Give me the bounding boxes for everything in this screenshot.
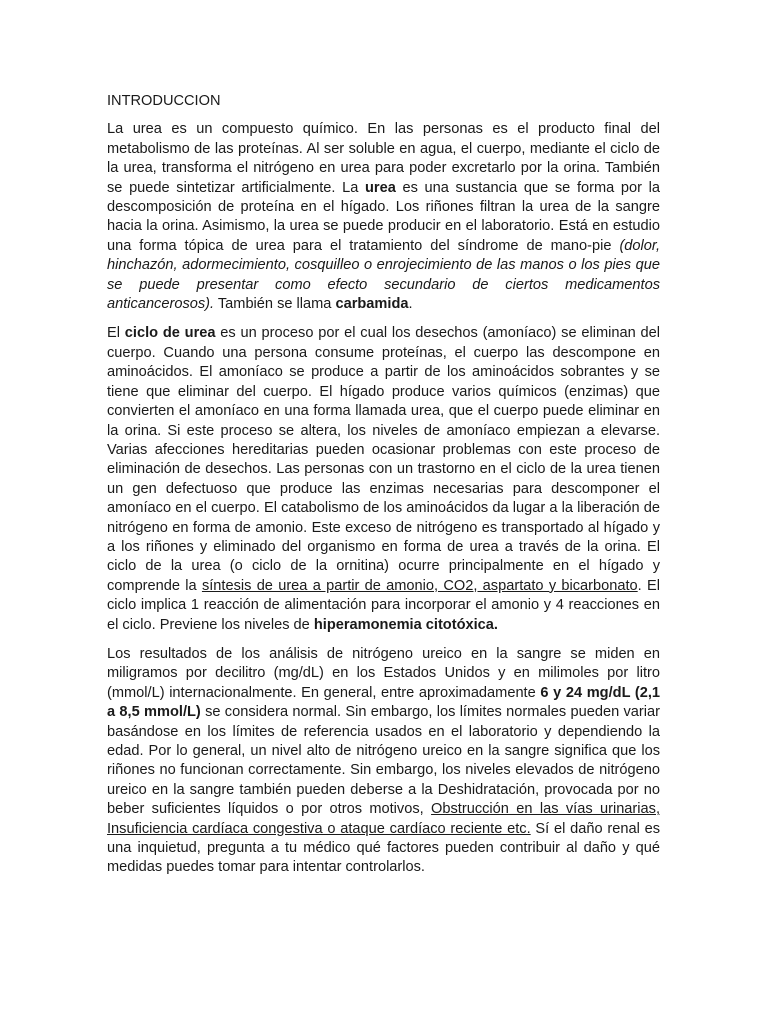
underlined-causes: Obstrucción en las vías urinarias, Insuficiencia cardíaca congestiva o ataque cardíaco reciente etc. bbox=[107, 801, 660, 837]
text-run: es una sustancia que se forma por la descomposición de proteína en el hígado. Los riñones filtran la urea de la sangre hacia la orina. Asimismo, la urea se puede producir en el laboratorio. Está en estudio una forma tópica de urea para el tratamiento del síndrome de mano-pie bbox=[107, 179, 661, 254]
text-run: . bbox=[408, 296, 413, 313]
text-run: es un proceso por el cual los desechos (amoníaco) se eliminan del cuerpo. Cuando una persona consume proteínas, el cuerpo las descompone en aminoácidos. El amoníaco se produce a partir de los aminoácidos sobrantes y se tiene que eliminar del cuerpo. El hígado produce varios químicos (enzimas) que convierten el amoníaco en una forma llamada urea, que el cuerpo puede eliminar en la orina. Si este proceso se altera, los niveles de amoníaco empiezan a elevarse. Varias afecciones hereditarias pueden ocasionar problemas con este proceso de eliminación de desechos. Las personas con un trastorno en el ciclo de la urea tienen un gen defectuoso que produce las enzimas necesarias para descomponer el amoníaco en el cuerpo. El catabolismo de los aminoácidos da lugar a la liberación de nitrógeno en forma de amonio. Este exceso de nitrógeno es transportado al hígado y a los riñones y eliminado del organismo en forma de urea a través de la orina. El ciclo de la urea (o ciclo de la ornitina) ocurre principalmente en el hígado y comprende la bbox=[107, 325, 661, 594]
bold-term-carbamida: carbamida bbox=[335, 296, 409, 313]
bold-term-hiperamonemia: hiperamonemia citotóxica. bbox=[313, 616, 498, 633]
text-run: Sí el daño renal es una inquietud, pregunta a tu médico qué factores pueden contribuir al daño y qué medidas puedes tomar para intentar controlarlos. bbox=[107, 820, 661, 876]
document-page bbox=[107, 92, 660, 888]
bold-normal-range: 6 y 24 mg/dL (2,1 a 8,5 mmol/L) bbox=[107, 684, 660, 721]
underlined-synthesis: síntesis de urea a partir de amonio, CO2, aspartato y bicarbonato bbox=[201, 577, 638, 594]
paragraph-introduction bbox=[107, 120, 660, 314]
paragraph-test-results bbox=[107, 645, 660, 878]
bold-term-urea: urea bbox=[365, 179, 396, 196]
text-run: Los resultados de los análisis de nitrógeno ureico en la sangre se miden en miligramos por decilitro (mg/dL) en los Estados Unidos y en milimoles por litro (mmol/L) internacionalmente. En general, entre aproximadamente bbox=[107, 645, 660, 701]
document-heading: INTRODUCCION bbox=[107, 93, 221, 109]
text-run: . El ciclo implica 1 reacción de alimentación para incorporar el amonio y 4 reacciones en el ciclo. Previene los niveles de bbox=[107, 577, 660, 633]
text-run: El bbox=[107, 325, 125, 342]
text-run: También se llama bbox=[214, 296, 336, 313]
italic-note: (dolor, hinchazón, adormecimiento, cosquilleo o enrojecimiento de las manos o los pies que se puede presentar como efecto secundario de ciertos medicamentos anticancerosos). bbox=[107, 237, 660, 313]
paragraph-urea-cycle bbox=[107, 324, 660, 635]
text-run: La urea es un compuesto químico. En las personas es el producto final del metabolismo de las proteínas. Al ser soluble en agua, el cuerpo, mediante el ciclo de la urea, transforma el nitrógeno en urea para poder excretarlo por la orina. También se puede sintetizar artificialmente. La bbox=[107, 121, 660, 196]
bold-term-ciclo-de-urea: ciclo de urea bbox=[124, 325, 216, 342]
text-run: se considera normal. Sin embargo, los límites normales pueden variar basándose en los límites de referencia usados en el laboratorio y dependiendo la edad. Por lo general, un nivel alto de nitrógeno ureico en la sangre significa que los riñones no funcionan correctamente. Sin embargo, los niveles elevados de nitrógeno ureico en la sangre también pueden deberse a la Deshidratación, provocada por no beber suficientes líquidos o por otros motivos, bbox=[107, 704, 660, 818]
